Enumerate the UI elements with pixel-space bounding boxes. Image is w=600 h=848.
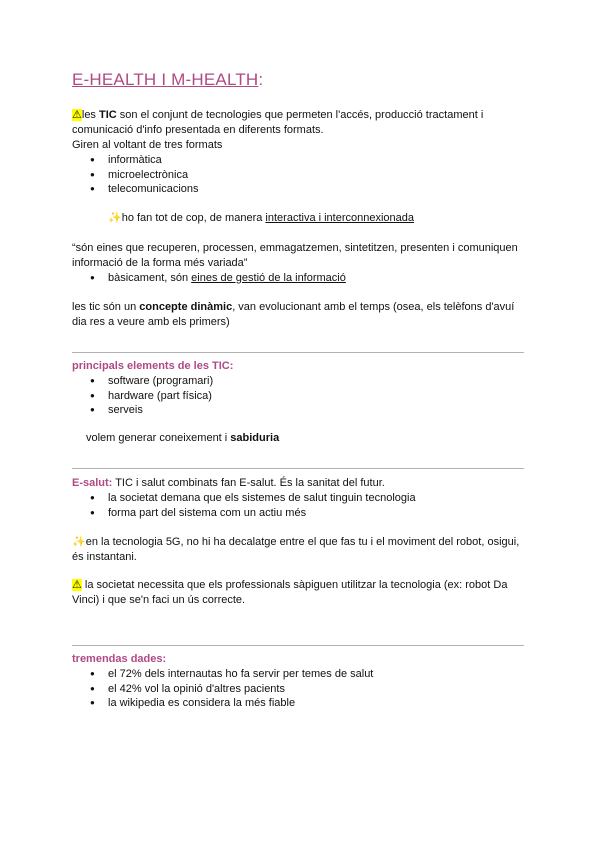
list-item: ● bàsicament, són eines de gestió de la informació <box>72 271 532 286</box>
list-item: ● la wikipedia es considera la més fiable <box>72 696 532 711</box>
list-item: ● la societat demana que els sistemes de salut tinguin tecnologia <box>72 491 532 506</box>
elements-list <box>72 374 532 418</box>
dades-block <box>72 667 532 711</box>
warning-icon: ⚠ <box>72 579 82 591</box>
list-item: ● hardware (part física) <box>72 389 532 404</box>
warning-icon: ⚠ <box>72 109 82 121</box>
section-heading-dades: tremendas dades: <box>72 653 167 665</box>
list-item: ● el 42% vol la opinió d'altres pacients <box>72 682 532 697</box>
list-item: ● software (programari) <box>72 374 532 389</box>
list-item: ● telecomunicacions <box>72 182 532 197</box>
formats-list <box>72 153 532 197</box>
divider <box>72 645 524 646</box>
intro-line2: Giren al voltant de tres formats <box>72 139 223 151</box>
quote-list <box>72 271 532 286</box>
quote-block <box>72 241 532 286</box>
esalut-block <box>72 476 532 520</box>
list-item: ● informàtica <box>72 153 532 168</box>
sparkles-icon: ✨ <box>108 212 122 224</box>
note-professionals: ⚠ la societat necessita que els professionals sàpiguen utilitzar la tecnologia (ex: robot Da Vinci) i que se'n faci un ús correcte. <box>72 579 508 606</box>
goal-line: volem generar coneixement i sabiduria <box>86 432 280 444</box>
esalut-list <box>72 491 532 520</box>
quote-text: “són eines que recuperen, processen, emmagatzemen, sintetitzen, presenten i comuniquen informació de la forma més variada” <box>72 242 518 269</box>
list-item: ● serveis <box>72 403 532 418</box>
divider <box>72 352 524 353</box>
esalut-definition: E-salut: TIC i salut combinats fan E-salut. És la sanitat del futur. <box>72 477 385 489</box>
note-5g: ✨en la tecnologia 5G, no hi ha decalatge entre el que fas tu i el moviment del robot, osigui, és instantani. <box>72 536 520 563</box>
list-item: ● forma part del sistema com un actiu més <box>72 506 532 521</box>
sparkles-icon: ✨ <box>72 536 86 548</box>
list-item: ● el 72% dels internautas ho fa servir per temes de salut <box>72 667 532 682</box>
list-item: ● microelectrònica <box>72 168 532 183</box>
concept-paragraph: les tic són un concepte dinàmic, van evolucionant amb el temps (osea, els telèfons d'avuí dia res a veure amb els primers) <box>72 301 515 328</box>
section-heading-elements: principals elements de les TIC: <box>72 360 234 372</box>
note-interactive: ✨ho fan tot de cop, de manera interactiva i interconnexionada <box>108 212 415 224</box>
divider <box>72 468 524 469</box>
intro-paragraph: ⚠les TIC son el conjunt de tecnologies que permeten l'accés, producció tractament i comunicació d'info presentada en diferents formats. <box>72 109 484 136</box>
intro-block <box>72 108 532 197</box>
page-title: E-HEALTH I M-HEALTH: <box>72 70 264 89</box>
elements-block <box>72 374 532 418</box>
dades-list <box>72 667 532 711</box>
